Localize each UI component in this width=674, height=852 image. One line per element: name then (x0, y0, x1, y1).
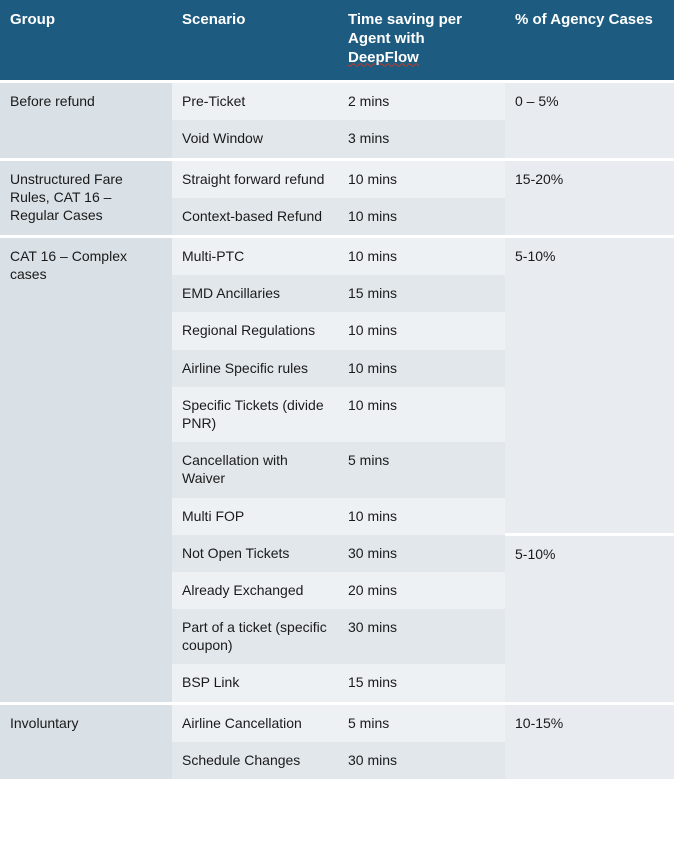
time-saving-value: 30 mins (348, 544, 398, 561)
scenario-cell (172, 82, 338, 121)
scenario-cell (172, 742, 338, 779)
scenario-cell (172, 237, 338, 276)
scenario-cell (172, 442, 338, 497)
scenario-label: Multi FOP (182, 507, 245, 524)
scenario-label: Not Open Tickets (182, 544, 290, 561)
header-scenario: Scenario (172, 0, 338, 82)
scenario-cell (172, 350, 338, 387)
time-saving-cell (338, 350, 505, 387)
time-saving-value: 20 mins (348, 581, 398, 598)
agency-cases-cell (505, 237, 674, 535)
time-saving-cell (338, 742, 505, 779)
time-saving-value: 5 mins (348, 452, 390, 469)
time-saving-value: 15 mins (348, 674, 398, 691)
scenario-cell (172, 120, 338, 159)
time-saving-value: 2 mins (348, 93, 390, 110)
group-cell (0, 703, 172, 779)
time-saving-cell (338, 387, 505, 442)
scenario-cell (172, 275, 338, 312)
time-saving-value: 3 mins (348, 130, 390, 147)
time-saving-cell (338, 275, 505, 312)
scenario-label: Pre-Ticket (182, 93, 246, 110)
agency-cases-cell (505, 703, 674, 779)
group-label: Before refund (10, 93, 95, 110)
time-saving-value: 30 mins (348, 751, 398, 768)
scenario-cell (172, 498, 338, 535)
time-saving-value: 10 mins (348, 207, 398, 224)
header-time-saving (338, 0, 505, 82)
agency-cases-value: 15-20% (515, 170, 564, 187)
group-label: Unstructured Fare Rules, CAT 16 – Regular Cases (10, 170, 123, 223)
agency-cases-value: 5-10% (515, 248, 556, 264)
time-saving-cell (338, 609, 505, 664)
scenario-label: BSP Link (182, 674, 240, 691)
time-saving-value: 30 mins (348, 619, 398, 636)
time-saving-value: 10 mins (348, 322, 398, 339)
header-time-saving-text: Time saving per Agent with (348, 11, 462, 47)
group-cell (0, 82, 172, 159)
group-label: Involuntary (10, 714, 79, 731)
scenario-cell (172, 703, 338, 742)
time-saving-cell (338, 237, 505, 276)
table-body (0, 82, 674, 779)
scenario-cell (172, 572, 338, 609)
scenario-label: Void Window (182, 130, 263, 147)
table-row (0, 82, 674, 121)
time-saving-cell (338, 442, 505, 497)
time-saving-cell (338, 159, 505, 198)
table-header-row (0, 0, 674, 82)
agency-cases-value: 10-15% (515, 714, 564, 731)
time-saving-cell (338, 703, 505, 742)
time-saving-value: 10 mins (348, 359, 398, 376)
scenario-cell (172, 609, 338, 664)
scenario-cell (172, 664, 338, 703)
time-saving-cell (338, 312, 505, 349)
header-time-saving-emphasis: DeepFlow (348, 48, 419, 66)
agency-cases-cell (505, 159, 674, 236)
agency-cases-cell (505, 82, 674, 159)
time-saving-cell (338, 498, 505, 535)
time-saving-value: 10 mins (348, 248, 398, 264)
group-label: CAT 16 – Complex cases (10, 248, 127, 283)
scenario-cell (172, 535, 338, 572)
header-group: Group (0, 0, 172, 82)
scenario-cell (172, 387, 338, 442)
time-saving-cell (338, 198, 505, 237)
time-saving-value: 15 mins (348, 285, 398, 302)
agency-cases-value: 0 – 5% (515, 93, 559, 110)
scenario-cell (172, 198, 338, 237)
time-saving-cell (338, 120, 505, 159)
table-row (0, 237, 674, 276)
scenario-cell (172, 312, 338, 349)
table-row (0, 703, 674, 742)
agency-cases-cell (505, 535, 674, 703)
time-saving-value: 10 mins (348, 396, 398, 413)
scenario-label: Airline Cancellation (182, 714, 302, 731)
scenario-label: Airline Specific rules (182, 359, 309, 376)
agency-cases-value: 5-10% (515, 546, 556, 563)
scenario-label: EMD Ancillaries (182, 285, 281, 302)
scenario-label: Regional Regulations (182, 322, 316, 339)
scenario-label: Part of a ticket (specific coupon) (182, 619, 327, 654)
group-cell (0, 237, 172, 704)
scenario-cell (172, 159, 338, 198)
scenario-label: Cancellation with Waiver (182, 452, 288, 487)
time-saving-cell (338, 572, 505, 609)
time-saving-cell (338, 82, 505, 121)
group-cell (0, 159, 172, 236)
scenario-label: Multi-PTC (182, 248, 245, 264)
table-header (0, 0, 674, 82)
header-agency-cases: % of Agency Cases (505, 0, 674, 82)
time-saving-value: 5 mins (348, 714, 390, 731)
time-saving-value: 10 mins (348, 170, 398, 187)
time-saving-cell (338, 664, 505, 703)
scenario-label: Straight forward refund (182, 170, 325, 187)
time-saving-value: 10 mins (348, 507, 398, 524)
table-row (0, 159, 674, 198)
time-saving-cell (338, 535, 505, 572)
scenario-label: Already Exchanged (182, 581, 304, 598)
scenario-label: Specific Tickets (divide PNR) (182, 396, 324, 431)
scenario-label: Context-based Refund (182, 207, 323, 224)
scenario-label: Schedule Changes (182, 751, 301, 768)
